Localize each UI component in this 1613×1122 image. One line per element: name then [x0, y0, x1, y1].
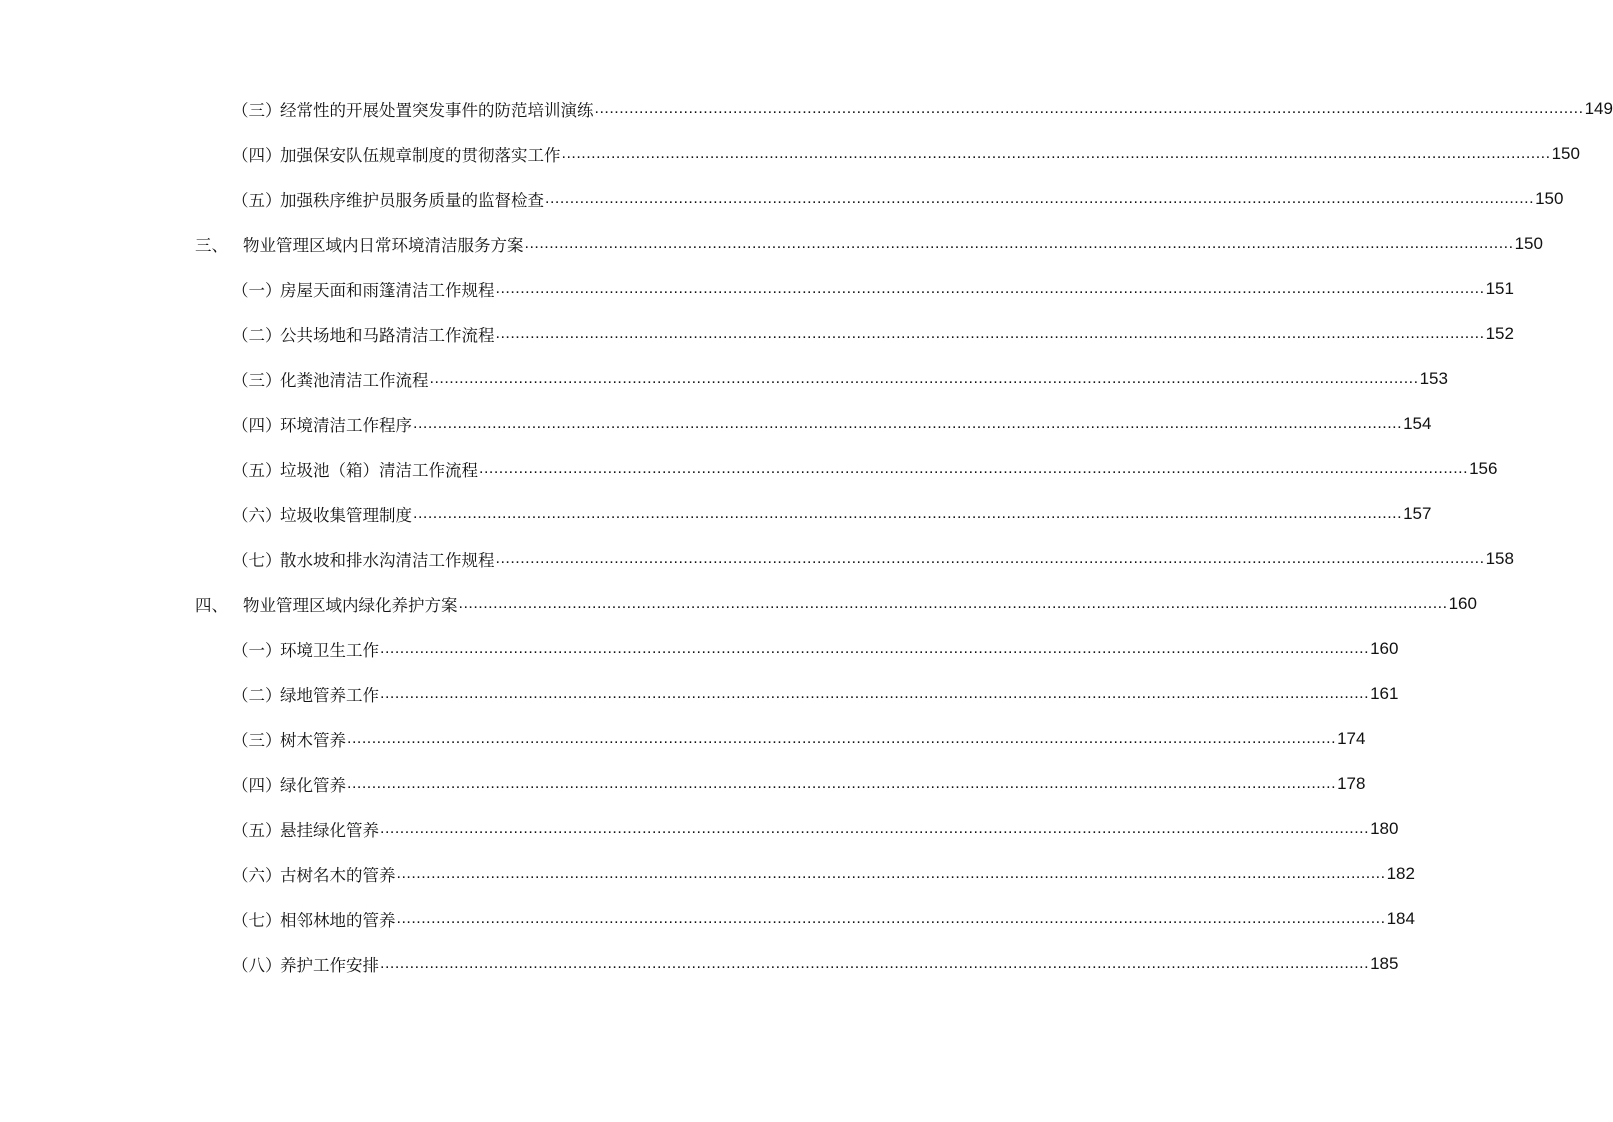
toc-entry-title: 垃圾池（箱）清洁工作流程	[280, 461, 478, 480]
toc-entry-page: 161	[1370, 684, 1399, 703]
toc-leader-dots: ........................................................................................................................................................................................................	[380, 640, 1370, 657]
toc-entry-number: （四）	[232, 776, 282, 795]
toc-entry-number: （三）	[232, 731, 282, 750]
toc-entry-page: 174	[1337, 729, 1366, 748]
toc-entry-number: （三）	[232, 101, 282, 120]
toc-entry-number: （五）	[232, 191, 282, 210]
toc-entry-title: 散水坡和排水沟清洁工作规程	[280, 551, 495, 570]
toc-entry-number: （七）	[232, 911, 282, 930]
toc-entry[interactable]	[232, 726, 1366, 752]
toc-entry-page: 150	[1551, 144, 1580, 163]
toc-leader-dots: ........................................................................................................................................................................................................	[429, 370, 1419, 387]
toc-entry-title: 化粪池清洁工作流程	[280, 371, 429, 390]
toc-entry-number: （二）	[232, 326, 282, 345]
toc-entry-page: 184	[1386, 909, 1415, 928]
toc-entry-title: 树木管养	[280, 731, 346, 750]
toc-entry[interactable]	[232, 771, 1366, 797]
toc-leader-dots: ........................................................................................................................................................................................................	[380, 955, 1370, 972]
toc-entry-title: 加强保安队伍规章制度的贯彻落实工作	[280, 146, 561, 165]
toc-entry-page: 150	[1535, 189, 1564, 208]
toc-entry-page: 182	[1386, 864, 1415, 883]
toc-entry-number: （六）	[232, 866, 282, 885]
toc-entry[interactable]	[232, 141, 1580, 167]
toc-leader-dots: ........................................................................................................................................................................................................	[495, 280, 1485, 297]
toc-leader-dots: ........................................................................................................................................................................................................	[545, 190, 1535, 207]
toc-entry-title: 古树名木的管养	[280, 866, 396, 885]
toc-entry-number: （四）	[232, 146, 282, 165]
toc-entry[interactable]	[232, 501, 1432, 527]
toc-entry[interactable]	[232, 276, 1514, 302]
toc-leader-dots: ........................................................................................................................................................................................................	[479, 460, 1469, 477]
toc-entry[interactable]	[232, 816, 1399, 842]
toc-entry[interactable]	[232, 861, 1415, 887]
toc-entry-page: 185	[1370, 954, 1399, 973]
toc-entry-number: （五）	[232, 821, 282, 840]
toc-entry-title: 养护工作安排	[280, 956, 379, 975]
toc-entry-title: 绿地管养工作	[280, 686, 379, 705]
toc-leader-dots: ........................................................................................................................................................................................................	[380, 820, 1370, 837]
toc-leader-dots: ........................................................................................................................................................................................................	[413, 505, 1403, 522]
toc-entry-page: 157	[1403, 504, 1432, 523]
toc-leader-dots: ........................................................................................................................................................................................................	[396, 910, 1386, 927]
toc-entry-number: （八）	[232, 956, 282, 975]
toc-entry-title: 垃圾收集管理制度	[280, 506, 412, 525]
toc-entry-page: 160	[1448, 594, 1477, 613]
toc-entry-title: 物业管理区域内绿化养护方案	[243, 596, 458, 615]
toc-entry[interactable]	[195, 231, 1543, 257]
toc-leader-dots: ........................................................................................................................................................................................................	[458, 595, 1448, 612]
toc-leader-dots: ........................................................................................................................................................................................................	[396, 865, 1386, 882]
toc-entry[interactable]	[232, 636, 1399, 662]
toc-entry-page: 152	[1485, 324, 1514, 343]
toc-entry[interactable]	[232, 411, 1432, 437]
toc-leader-dots: ........................................................................................................................................................................................................	[495, 550, 1485, 567]
toc-entry-page: 158	[1485, 549, 1514, 568]
toc-entry-title: 公共场地和马路清洁工作流程	[280, 326, 495, 345]
toc-leader-dots: ........................................................................................................................................................................................................	[380, 685, 1370, 702]
toc-entry[interactable]	[232, 681, 1399, 707]
toc-entry-title: 环境清洁工作程序	[280, 416, 412, 435]
toc-leader-dots: ........................................................................................................................................................................................................	[561, 145, 1551, 162]
toc-entry-page: 150	[1514, 234, 1543, 253]
toc-entry-number: （四）	[232, 416, 282, 435]
toc-leader-dots: ........................................................................................................................................................................................................	[495, 325, 1485, 342]
toc-entry-title: 相邻林地的管养	[280, 911, 396, 930]
toc-entry[interactable]	[232, 321, 1514, 347]
toc-entry-page: 156	[1469, 459, 1498, 478]
toc-entry-title: 房屋天面和雨篷清洁工作规程	[280, 281, 495, 300]
toc-entry-number: （六）	[232, 506, 282, 525]
toc-entry-number: （二）	[232, 686, 282, 705]
toc-entry-page: 160	[1370, 639, 1399, 658]
toc-entry[interactable]	[232, 186, 1564, 212]
toc-entry-number: 三、	[195, 236, 228, 255]
toc-leader-dots: ........................................................................................................................................................................................................	[347, 730, 1337, 747]
toc-leader-dots: ........................................................................................................................................................................................................	[524, 235, 1514, 252]
toc-entry-page: 151	[1485, 279, 1514, 298]
toc-leader-dots: ........................................................................................................................................................................................................	[347, 775, 1337, 792]
toc-entry-page: 153	[1419, 369, 1448, 388]
toc-entry-title: 加强秩序维护员服务质量的监督检查	[280, 191, 544, 210]
toc-entry[interactable]	[232, 366, 1448, 392]
toc-entry-number: （五）	[232, 461, 282, 480]
toc-entry-page: 178	[1337, 774, 1366, 793]
toc-entry-page: 149	[1584, 99, 1613, 118]
toc-entry-page: 180	[1370, 819, 1399, 838]
toc-entry[interactable]	[195, 591, 1477, 617]
toc-leader-dots: ........................................................................................................................................................................................................	[413, 415, 1403, 432]
toc-leader-dots: ........................................................................................................................................................................................................	[594, 100, 1584, 117]
toc-entry-title: 绿化管养	[280, 776, 346, 795]
toc-entry-number: （一）	[232, 641, 282, 660]
toc-entry-page: 154	[1403, 414, 1432, 433]
toc-entry-number: （一）	[232, 281, 282, 300]
toc-entry[interactable]	[232, 951, 1399, 977]
toc-entry-number: （三）	[232, 371, 282, 390]
toc-entry-title: 悬挂绿化管养	[280, 821, 379, 840]
toc-entry-title: 物业管理区域内日常环境清洁服务方案	[243, 236, 524, 255]
toc-entry[interactable]	[232, 456, 1498, 482]
toc-entry-title: 环境卫生工作	[280, 641, 379, 660]
toc-entry-number: 四、	[195, 596, 228, 615]
toc-entry[interactable]	[232, 96, 1613, 122]
toc-entry-number: （七）	[232, 551, 282, 570]
toc-entry[interactable]	[232, 906, 1415, 932]
toc-entry[interactable]	[232, 546, 1514, 572]
toc-entry-title: 经常性的开展处置突发事件的防范培训演练	[280, 101, 594, 120]
